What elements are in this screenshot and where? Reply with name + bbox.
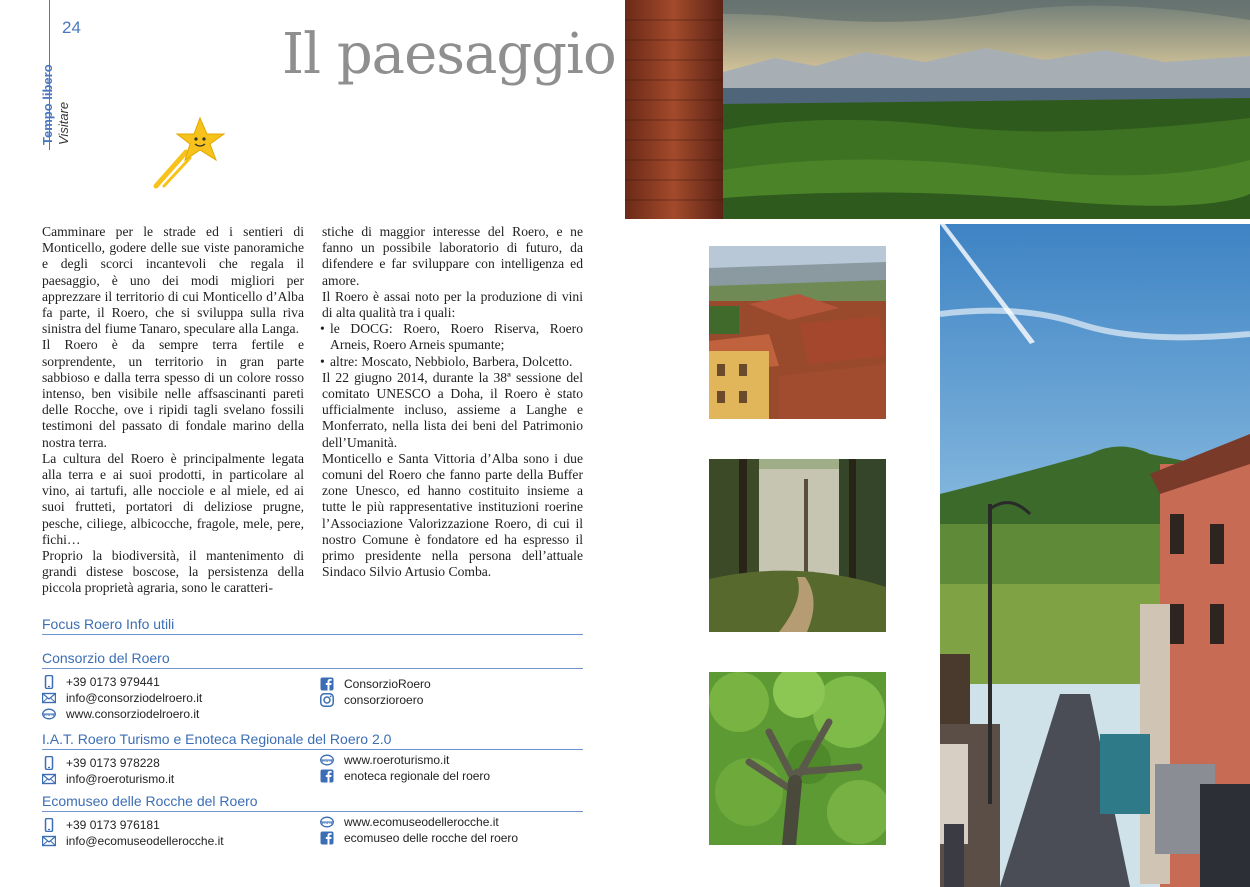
consorzio-contacts-right [320,676,431,708]
email-link[interactable]: info@consorziodelroero.it [66,691,203,705]
iat-contacts-left [42,755,174,787]
phone-row [42,817,224,833]
paragraph: Proprio la biodiversità, il mantenimento di grandi distese boscose, la persistenza della piccola proprietà agraria, sono le caratteri- [42,548,304,596]
section-name: Tempo libero [40,64,55,145]
web-icon [320,753,334,767]
paragraph: Il Roero è da sempre terra fertile e sorprendente, un territorio in gran parte sabbioso e dalla terra spesso di un colore rosso intenso, ben visibile nelle affsascinanti pareti delle Rocche, ove i ripidi tagli svelano fossili testimoni del passato di fondale marino della nostra terra. [42,337,304,450]
paragraph: Camminare per le strade ed i sentieri di Monticello, godere delle sue viste panoramiche e degli scorci incantevoli che regala il paesaggio, è uno dei modi migliori per apprezzare il territorio di cui Monticello d’Alba fa parte, il Roero, che si sviluppa sulla riva sinistra del fiume Tanaro, speculare alla Langa. [42,224,304,337]
star-mascot-icon [152,112,232,192]
website-link[interactable]: www.roeroturismo.it [344,753,450,767]
ecomuseo-contacts-left [42,817,224,849]
email-row [42,833,224,849]
panorama-photo [625,0,1250,219]
facebook-icon [320,831,334,845]
phone-number[interactable]: +39 0173 979441 [66,675,160,689]
web-icon [42,707,56,721]
org-name-ecomuseo: Ecomuseo delle Rocche del Roero [42,793,583,812]
facebook-icon [320,677,334,691]
svg-text:www: www [321,821,333,826]
mail-icon [42,834,56,848]
facebook-link[interactable]: ConsorzioRoero [344,677,431,691]
svg-text:www: www [321,759,333,764]
facebook-row [320,676,431,692]
email-row [42,690,202,706]
page-title: Il paesaggio [282,22,616,87]
phone-row [42,674,202,690]
section-label [40,64,72,145]
village-street-photo [940,224,1250,887]
phone-icon [42,756,56,770]
article-column-1 [42,224,304,597]
ecomuseo-contacts-right [320,814,518,846]
forest-path-photo [709,459,886,632]
email-row [42,771,174,787]
instagram-icon [320,693,334,707]
facebook-icon [320,769,334,783]
subsection-name: Visitare [56,101,71,145]
wine-list-item: • le DOCG: Roero, Roero Riserva, Roero Arneis, Roero Arneis spumante; [322,321,583,353]
website-row [320,814,518,830]
page-number: 24 [62,18,81,37]
org-name-consorzio: Consorzio del Roero [42,650,583,669]
facebook-row [320,830,518,846]
phone-number[interactable]: +39 0173 978228 [66,756,160,770]
mail-icon [42,691,56,705]
website-link[interactable]: www.consorziodelroero.it [66,707,200,721]
paragraph: stiche di maggior interesse del Roero, e ne fanno un possibile laboratorio di futuro, da difendere e far sviluppare con intelligenza ed amore. [322,224,583,288]
consorzio-contacts-left [42,674,202,722]
paragraph: Monticello e Santa Vittoria d’Alba sono i due comuni del Roero che fanno parte della Buffer zone Unesco, ed hanno costituito insieme a tutte le più rappresentative instituzioni roerine l’Associazione Valorizzazione Roero, di cui il nostro Comune è fondatore ed ha espresso il primo presidente nella persona dell’attuale Sindaco Silvio Artusio Comba. [322,450,583,580]
paragraph: La cultura del Roero è principalmente legata alla terra e ai suoi prodotti, in particolare al vino, ai tartufi, alle nocciole e al miele, ed ai suoi frutteti, portatori di deliziose prugne, pesche, ciliege, albicocche, fragole, mele, pere, fichi… [42,450,304,547]
website-row [320,752,490,768]
paragraph: Il Roero è assai noto per la produzione di vini di alta qualità tra i quali: [322,288,583,321]
phone-row [42,755,174,771]
org-name-iat: I.A.T. Roero Turismo e Enoteca Regionale del Roero 2.0 [42,731,583,750]
instagram-link[interactable]: consorzioroero [344,693,424,707]
svg-text:www: www [43,713,55,718]
village-rooftops-photo [709,246,886,419]
email-link[interactable]: info@roeroturismo.it [66,772,175,786]
phone-icon [42,818,56,832]
facebook-link[interactable]: ecomuseo delle rocche del roero [344,831,519,845]
email-link[interactable]: info@ecomuseodellerocche.it [66,834,224,848]
iat-contacts-right [320,752,490,784]
paragraph: Il 22 giugno 2014, durante la 38ª sessione del comitato UNESCO a Doha, il Roero è stato ufficialmente incluso, assieme a Langhe e Monferrato, nella lista dei beni del Patrimonio dell’Umanità. [322,369,583,450]
web-icon [320,815,334,829]
mail-icon [42,772,56,786]
phone-number[interactable]: +39 0173 976181 [66,818,160,832]
focus-heading: Focus Roero Info utili [42,616,583,635]
wine-list-item: • altre: Moscato, Nebbiolo, Barbera, Dolcetto. [322,354,583,370]
facebook-link[interactable]: enoteca regionale del roero [344,769,491,783]
tree-canopy-photo [709,672,886,845]
phone-icon [42,675,56,689]
website-row [42,706,202,722]
article-column-2 [322,224,583,580]
website-link[interactable]: www.ecomuseodellerocche.it [344,815,499,829]
facebook-row [320,768,490,784]
instagram-row [320,692,431,708]
